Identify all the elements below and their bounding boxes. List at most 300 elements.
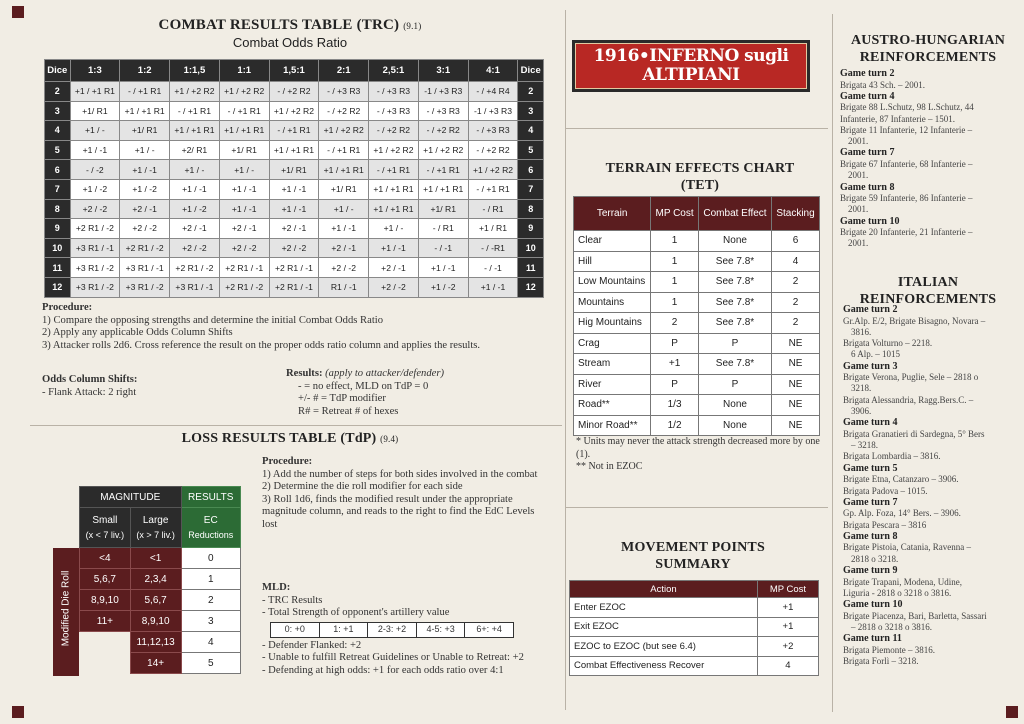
reinforcement-line: Brigata Padova – 1015. xyxy=(843,485,928,496)
tet-cell: Clear xyxy=(574,231,651,252)
tet-cell: P xyxy=(698,374,771,395)
corner-mark xyxy=(12,6,24,18)
reinforcement-line: 2001. xyxy=(848,170,869,181)
artillery-modifier-row: 0: +0 1: +1 2-3: +2 4-5: +3 6+: +4 xyxy=(270,622,514,638)
result-cell: - / +1 R1 xyxy=(319,140,369,160)
table-row xyxy=(574,395,820,416)
game-turn-heading: Game turn 2 xyxy=(840,68,895,79)
result-cell: +1 / -1 xyxy=(468,277,518,297)
odds-column-header: 2:1 xyxy=(319,60,369,82)
result-cell: +1 / +2 R2 xyxy=(219,82,269,102)
result-cell: +1 / - xyxy=(369,219,419,239)
result-cell: - / +3 R3 xyxy=(369,101,419,121)
game-turn-heading: Game turn 10 xyxy=(843,599,903,611)
corner-mark xyxy=(12,706,24,718)
result-cell: +1 / -1 xyxy=(219,199,269,219)
large-value: 5,6,7 xyxy=(130,590,181,611)
dice-value: 7 xyxy=(45,179,71,199)
result-cell: - / -2 xyxy=(70,160,120,180)
game-turn-heading: Game turn 10 xyxy=(840,215,900,227)
mps-cell: EZOC to EZOC (but see 6.4) xyxy=(570,637,758,657)
reinforcement-line: Brigate 20 Infanterie, 21 Infanterie – xyxy=(840,227,973,238)
result-cell: +2/ R1 xyxy=(170,140,220,160)
result-cell: +3 R1 / -2 xyxy=(70,277,120,297)
result-cell: +2 / -2 xyxy=(269,238,319,258)
result-cell: - / -1 xyxy=(468,258,518,278)
tet-cell: 1 xyxy=(651,292,699,313)
tet-cell: 6 xyxy=(772,231,820,252)
game-turn-heading: Game turn 7 xyxy=(840,147,895,159)
result-cell: +2 / -2 xyxy=(319,258,369,278)
dice-header: Dice xyxy=(518,60,544,82)
ec-value: 4 xyxy=(181,632,241,653)
result-cell: +2 / -2 xyxy=(70,199,120,219)
result-cell: - / +1 R1 xyxy=(468,179,518,199)
it-title: ITALIAN REINFORCEMENTS xyxy=(859,275,997,307)
result-cell: - / +3 R3 xyxy=(468,121,518,141)
result-cell: +3 R1 / -1 xyxy=(170,277,220,297)
result-cell: +1 / - xyxy=(170,160,220,180)
tet-title: TERRAIN EFFECTS CHART (TET) xyxy=(605,161,795,193)
tet-cell: NE xyxy=(772,395,820,416)
dice-value: 8 xyxy=(518,199,544,219)
terrain-effects-table xyxy=(573,196,820,436)
result-cell: - / +3 R3 xyxy=(319,82,369,102)
reinforcement-line: Brigata Forlì – 3218. xyxy=(843,656,919,667)
game-turn-heading: Game turn 9 xyxy=(843,565,898,577)
tet-cell: Stream xyxy=(574,354,651,375)
ec-value: 3 xyxy=(181,611,241,632)
result-cell: +1 / -1 xyxy=(269,179,319,199)
ah-reinforcements xyxy=(840,68,1020,250)
small-value: 8,9,10 xyxy=(80,590,131,611)
result-cell: +1 / -1 xyxy=(120,160,170,180)
tet-header: Combat Effect xyxy=(698,197,771,231)
result-cell: +1 / +2 R2 xyxy=(319,121,369,141)
table-row xyxy=(45,140,544,160)
reinforcement-line: 2001. xyxy=(848,204,869,215)
result-cell: - / +2 R2 xyxy=(468,140,518,160)
result-cell: +2 / -2 xyxy=(369,277,419,297)
result-cell: - / +1 R1 xyxy=(219,101,269,121)
tet-cell: River xyxy=(574,374,651,395)
tet-cell: None xyxy=(698,395,771,416)
tet-cell: P xyxy=(698,333,771,354)
movement-points-table xyxy=(569,580,819,676)
divider xyxy=(566,507,828,508)
game-logo: 1916•INFERNO sugli ALTIPIANI xyxy=(572,40,810,92)
game-turn-heading: Game turn 4 xyxy=(840,90,895,102)
result-cell: +2 / -2 xyxy=(170,238,220,258)
dice-header: Dice xyxy=(45,60,71,82)
result-cell: +1 / -1 xyxy=(369,238,419,258)
mld-block: MLD: - TRC Results - Total Strength of opponent's artillery value 0: +0 1: +1 2-3: +2 4-5: +3 6+: +4 - Defender Flanked: +2 - Unable to fulfill Retreat Guidelines or Unable to Retreat: +2 - Defending at high odds: +1 for each odds ratio over 4:1 xyxy=(262,582,524,676)
divider xyxy=(832,14,833,712)
dice-value: 3 xyxy=(518,101,544,121)
large-value: 11,12,13 xyxy=(130,632,181,653)
result-cell: +1 / +2 R2 xyxy=(468,160,518,180)
tet-cell: Hill xyxy=(574,251,651,272)
lrt-title: LOSS RESULTS TABLE (TdP) (9.4) xyxy=(181,431,399,446)
reinforcement-line: 6 Alp. – 1015 xyxy=(851,349,901,360)
result-cell: +1 / +1 R1 xyxy=(120,101,170,121)
tet-cell: None xyxy=(698,415,771,436)
trc-results-legend: Results: (apply to attacker/defender) - = no effect, MLD on TdP = 0 +/- # = TdP modifier R# = Retreat # of hexes xyxy=(286,368,444,417)
reinforcement-line: Brigate 67 Infanterie, 68 Infanterie – xyxy=(840,158,973,169)
tet-cell: Low Mountains xyxy=(574,272,651,293)
odds-column-shifts: Odds Column Shifts: - Flank Attack: 2 right xyxy=(42,374,138,398)
result-cell: +2 / -1 xyxy=(369,258,419,278)
tet-cell: 1 xyxy=(651,272,699,293)
reinforcement-line: 3816. xyxy=(851,326,872,337)
small-value: 5,6,7 xyxy=(80,569,131,590)
result-cell: +1 / - xyxy=(319,199,369,219)
tet-cell: 1 xyxy=(651,231,699,252)
dice-value: 5 xyxy=(518,140,544,160)
result-cell: +1 / -2 xyxy=(70,179,120,199)
reinforcement-line: Brigata Pescara – 3816 xyxy=(843,519,927,530)
result-cell: +2 R1 / -2 xyxy=(219,277,269,297)
ec-value: 0 xyxy=(181,548,241,569)
result-cell: +1 / -1 xyxy=(219,179,269,199)
mps-cell: 4 xyxy=(757,656,818,676)
it-reinforcements xyxy=(843,304,1021,667)
result-cell: +2 R1 / -2 xyxy=(120,238,170,258)
result-cell: -1 / +3 R3 xyxy=(418,82,468,102)
mps-title: MOVEMENT POINTS SUMMARY xyxy=(621,540,765,572)
reinforcement-line: 3218. xyxy=(851,383,872,394)
table-header-row xyxy=(570,581,819,598)
result-cell: +1 / -2 xyxy=(418,277,468,297)
result-cell: +3 R1 / -2 xyxy=(120,277,170,297)
result-cell: - / -R1 xyxy=(468,238,518,258)
tet-cell: P xyxy=(651,333,699,354)
reinforcement-line: Gp. Alp. Foza, 14° Bers. – 3906. xyxy=(843,508,961,519)
result-cell: +1/ R1 xyxy=(120,121,170,141)
result-cell: +1 / +1 R1 xyxy=(170,121,220,141)
result-cell: +2 / -2 xyxy=(219,238,269,258)
table-row xyxy=(45,160,544,180)
table-row xyxy=(574,251,820,272)
game-turn-heading: Game turn 2 xyxy=(843,304,898,315)
table-row xyxy=(574,354,820,375)
table-row xyxy=(45,101,544,121)
tet-cell: 2 xyxy=(651,313,699,334)
dice-value: 2 xyxy=(518,82,544,102)
result-cell: +2 / -1 xyxy=(219,219,269,239)
result-cell: - / R1 xyxy=(418,219,468,239)
result-cell: +1 / R1 xyxy=(468,219,518,239)
table-row xyxy=(574,374,820,395)
dice-value: 2 xyxy=(45,82,71,102)
reinforcement-line: Brigata 43 Sch. – 2001. xyxy=(840,79,925,90)
reinforcement-line: – 3218. xyxy=(851,440,878,451)
ec-value: 5 xyxy=(181,653,241,674)
tet-cell: NE xyxy=(772,354,820,375)
result-cell: +1/ R1 xyxy=(269,160,319,180)
result-cell: - / +3 R3 xyxy=(418,101,468,121)
table-row xyxy=(45,179,544,199)
result-cell: +1 / - xyxy=(219,160,269,180)
small-value: 11+ xyxy=(80,611,131,632)
tet-cell: See 7.8* xyxy=(698,354,771,375)
reinforcement-line: 3906. xyxy=(851,406,872,417)
table-row xyxy=(80,611,241,632)
result-cell: +2 / -1 xyxy=(269,219,319,239)
reinforcement-line: Brigate 11 Infanterie, 12 Infanterie – xyxy=(840,124,973,135)
divider xyxy=(565,10,566,710)
reinforcement-line: – 2818 o 3218 o 3816. xyxy=(851,621,932,632)
ec-value: 2 xyxy=(181,590,241,611)
dice-value: 10 xyxy=(45,238,71,258)
result-cell: +1 / -1 xyxy=(269,199,319,219)
result-cell: +1 / -2 xyxy=(170,199,220,219)
mps-cell: +2 xyxy=(757,637,818,657)
result-cell: +3 R1 / -2 xyxy=(70,258,120,278)
reinforcement-line: Gr.Alp. E/2, Brigate Bisagno, Novara – xyxy=(843,315,986,326)
table-row xyxy=(80,653,241,674)
reinforcement-line: Brigata Piemonte – 3816. xyxy=(843,644,935,655)
game-turn-heading: Game turn 5 xyxy=(843,462,898,474)
reinforcement-line: Liguria - 2818 o 3218 o 3816. xyxy=(843,587,952,598)
result-cell: +1 / +1 R1 xyxy=(369,179,419,199)
odds-column-header: 1:1,5 xyxy=(170,60,220,82)
table-row xyxy=(45,258,544,278)
table-row xyxy=(80,590,241,611)
result-cell: +1 / +1 R1 xyxy=(418,179,468,199)
table-row xyxy=(574,231,820,252)
tet-header: MP Cost xyxy=(651,197,699,231)
tet-cell: See 7.8* xyxy=(698,251,771,272)
result-cell: +1 / +1 R1 xyxy=(319,160,369,180)
table-row xyxy=(45,82,544,102)
reinforcement-line: 2001. xyxy=(848,136,869,147)
table-row xyxy=(574,272,820,293)
tet-cell: P xyxy=(651,374,699,395)
result-cell: +1 / +2 R2 xyxy=(369,140,419,160)
table-row xyxy=(45,199,544,219)
tet-cell: 4 xyxy=(772,251,820,272)
result-cell: - / R1 xyxy=(468,199,518,219)
result-cell: +1 / -1 xyxy=(70,140,120,160)
tet-cell: None xyxy=(698,231,771,252)
odds-column-header: 1:2 xyxy=(120,60,170,82)
result-cell: +1 / -2 xyxy=(120,179,170,199)
result-cell: - / +1 R1 xyxy=(170,101,220,121)
tet-cell: 2 xyxy=(772,292,820,313)
result-cell: +1 / +1 R1 xyxy=(70,82,120,102)
odds-column-header: 1:3 xyxy=(70,60,120,82)
reinforcement-line: Brigate Trapani, Modena, Udine, xyxy=(843,576,962,587)
tet-cell: 1 xyxy=(651,251,699,272)
result-cell: +1/ R1 xyxy=(319,179,369,199)
tet-cell: 2 xyxy=(772,272,820,293)
large-value: <1 xyxy=(130,548,181,569)
game-turn-heading: Game turn 11 xyxy=(843,633,902,645)
result-cell: +2 / -2 xyxy=(120,219,170,239)
dice-value: 9 xyxy=(45,219,71,239)
mps-header: MP Cost xyxy=(757,581,818,598)
result-cell: - / +2 R2 xyxy=(269,82,319,102)
trc-title: COMBAT RESULTS TABLE (TRC) (9.1) xyxy=(158,17,422,33)
dice-value: 9 xyxy=(518,219,544,239)
reinforcement-line: 2818 o 3218. xyxy=(851,553,899,564)
tet-cell: 1/2 xyxy=(651,415,699,436)
reinforcement-line: Brigata Alessandria, Ragg.Bers.C. – xyxy=(843,394,974,405)
result-cell: +1/ R1 xyxy=(70,101,120,121)
result-cell: +1 / +1 R1 xyxy=(269,140,319,160)
tet-cell: +1 xyxy=(651,354,699,375)
reinforcement-line: 2001. xyxy=(848,238,869,249)
tet-cell: NE xyxy=(772,415,820,436)
dice-value: 11 xyxy=(45,258,71,278)
empty-cell xyxy=(80,653,131,674)
table-row xyxy=(80,632,241,653)
tet-cell: Crag xyxy=(574,333,651,354)
result-cell: - / +2 R2 xyxy=(369,121,419,141)
odds-column-header: 4:1 xyxy=(468,60,518,82)
table-row xyxy=(574,292,820,313)
result-cell: +2 R1 / -2 xyxy=(70,219,120,239)
table-row xyxy=(570,598,819,618)
reinforcement-line: Brigate Etna, Catanzaro – 3906. xyxy=(843,474,959,485)
result-cell: - / +1 R1 xyxy=(369,160,419,180)
odds-column-header: 3:1 xyxy=(418,60,468,82)
result-cell: +1 / +1 R1 xyxy=(369,199,419,219)
result-cell: - / +2 R2 xyxy=(319,101,369,121)
dice-value: 4 xyxy=(518,121,544,141)
result-cell: +1 / -1 xyxy=(418,258,468,278)
divider xyxy=(566,128,828,129)
odds-column-header: 1,5:1 xyxy=(269,60,319,82)
reinforcement-line: Brigate Verona, Puglie, Sele – 2818 o xyxy=(843,372,979,383)
small-value: <4 xyxy=(80,548,131,569)
result-cell: +2 / -1 xyxy=(319,238,369,258)
lrt-procedure: Procedure: 1) Add the number of steps for both sides involved in the combat 2) Determine the die roll modifier for each side 3) Roll 1d6, finds the modified result under the appropriate magnitude column, and reads to the right to find the EdC Levels lost xyxy=(262,456,538,530)
loss-results-table: MAGNITUDE RESULTS Small (x < 7 liv.) Large (x > 7 liv.) EC Reductions <4 <1 0 5,6,7 2,3,4 1 8,9,10 5,6,7 2 11+ 8,9,10 3 11,12,13 4 14+ 5 xyxy=(79,486,241,674)
result-cell: +1 / -1 xyxy=(170,179,220,199)
mps-cell: Enter EZOC xyxy=(570,598,758,618)
table-row xyxy=(45,219,544,239)
result-cell: +2 / -1 xyxy=(170,219,220,239)
game-turn-heading: Game turn 3 xyxy=(843,360,898,372)
table-row xyxy=(574,415,820,436)
table-row xyxy=(45,238,544,258)
result-cell: -1 / +3 R3 xyxy=(468,101,518,121)
tet-cell: NE xyxy=(772,374,820,395)
tet-cell: Road** xyxy=(574,395,651,416)
result-cell: +1/ R1 xyxy=(418,199,468,219)
result-cell: +2 / -1 xyxy=(120,199,170,219)
reinforcement-line: Brigate Piacenza, Bari, Barletta, Sassari xyxy=(843,610,987,621)
result-cell: R1 / -1 xyxy=(319,277,369,297)
result-cell: - / +3 R3 xyxy=(369,82,419,102)
mps-cell: Exit EZOC xyxy=(570,617,758,637)
result-cell: - / +1 R1 xyxy=(269,121,319,141)
tet-cell: Minor Road** xyxy=(574,415,651,436)
table-row xyxy=(570,656,819,676)
tet-cell: See 7.8* xyxy=(698,313,771,334)
tet-cell: 2 xyxy=(772,313,820,334)
result-cell: +2 R1 / -1 xyxy=(269,277,319,297)
table-row xyxy=(80,548,241,569)
result-cell: +1 / +2 R2 xyxy=(418,140,468,160)
tet-cell: 1/3 xyxy=(651,395,699,416)
table-row xyxy=(570,617,819,637)
result-cell: +1/ R1 xyxy=(219,140,269,160)
result-cell: +2 R1 / -2 xyxy=(170,258,220,278)
odds-column-header: 2,5:1 xyxy=(369,60,419,82)
mps-cell: +1 xyxy=(757,598,818,618)
dice-value: 6 xyxy=(518,160,544,180)
divider xyxy=(30,425,562,426)
large-value: 14+ xyxy=(130,653,181,674)
reinforcement-line: Brigata Granatieri di Sardegna, 5° Bers xyxy=(843,428,985,439)
dice-value: 4 xyxy=(45,121,71,141)
reinforcement-line: Infanterie, 87 Infanterie – 1501. xyxy=(840,113,955,124)
result-cell: +3 R1 / -1 xyxy=(70,238,120,258)
modified-die-roll-label: Modified Die Roll xyxy=(53,548,79,676)
odds-column-header: 1:1 xyxy=(219,60,269,82)
tet-header: Stacking xyxy=(772,197,820,231)
tet-cell: Mountains xyxy=(574,292,651,313)
result-cell: +2 R1 / -1 xyxy=(269,258,319,278)
dice-value: 5 xyxy=(45,140,71,160)
result-cell: +1 / +1 R1 xyxy=(219,121,269,141)
result-cell: +2 R1 / -1 xyxy=(219,258,269,278)
ah-title: AUSTRO-HUNGARIAN REINFORCEMENTS xyxy=(850,33,1006,65)
table-row xyxy=(80,569,241,590)
ec-value: 1 xyxy=(181,569,241,590)
mps-cell: +1 xyxy=(757,617,818,637)
table-header-row xyxy=(574,197,820,231)
reinforcement-line: Brigate 88 L.Schutz, 98 L.Schutz, 44 xyxy=(840,102,974,113)
table-row xyxy=(45,121,544,141)
reinforcement-line: Brigata Volturno – 2218. xyxy=(843,338,933,349)
result-cell: - / +1 R1 xyxy=(418,160,468,180)
large-value: 2,3,4 xyxy=(130,569,181,590)
table-row xyxy=(574,333,820,354)
result-cell: +3 R1 / -1 xyxy=(120,258,170,278)
dice-value: 6 xyxy=(45,160,71,180)
result-cell: +1 / +2 R2 xyxy=(170,82,220,102)
reinforcement-line: Brigata Lombardia – 3816. xyxy=(843,451,941,462)
game-turn-heading: Game turn 7 xyxy=(843,496,898,508)
result-cell: +1 / -1 xyxy=(319,219,369,239)
dice-value: 7 xyxy=(518,179,544,199)
result-cell: - / +4 R4 xyxy=(468,82,518,102)
result-cell: +1 / - xyxy=(70,121,120,141)
trc-subtitle: Combat Odds Ratio xyxy=(232,35,348,50)
result-cell: - / +2 R2 xyxy=(418,121,468,141)
game-turn-heading: Game turn 8 xyxy=(840,181,895,193)
tet-cell: Hig Mountains xyxy=(574,313,651,334)
mps-header: Action xyxy=(570,581,758,598)
table-row xyxy=(574,313,820,334)
dice-value: 12 xyxy=(518,277,544,297)
empty-cell xyxy=(80,632,131,653)
dice-value: 11 xyxy=(518,258,544,278)
combat-results-table xyxy=(44,59,544,298)
result-cell: - / +1 R1 xyxy=(120,82,170,102)
table-header-row xyxy=(45,60,544,82)
game-turn-heading: Game turn 8 xyxy=(843,530,898,542)
tet-cell: See 7.8* xyxy=(698,292,771,313)
tet-cell: See 7.8* xyxy=(698,272,771,293)
table-row xyxy=(570,637,819,657)
table-row xyxy=(45,277,544,297)
mps-cell: Combat Effectiveness Recover xyxy=(570,656,758,676)
